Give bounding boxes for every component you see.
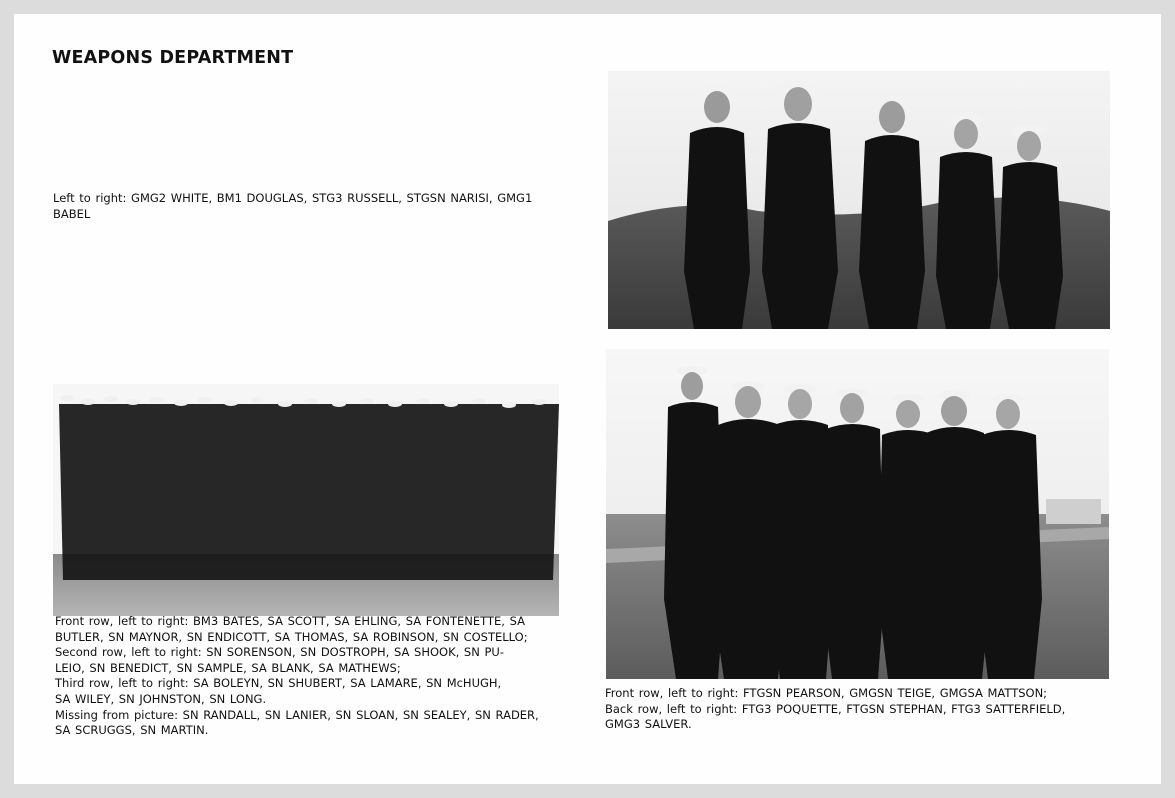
caption-line: LEIO, SN BENEDICT, SN SAMPLE, SA BLANK, SA MATHEWS; <box>55 660 401 675</box>
page-title: WEAPONS DEPARTMENT <box>52 48 294 68</box>
photo-five-sailors <box>608 71 1110 329</box>
caption-line: Second row, left to right: SN SORENSON, SN DOSTROPH, SA SHOOK, SN PU- <box>55 645 504 660</box>
caption-line: Front row, left to right: FTGSN PEARSON, GMGSN TEIGE, GMGSA MATTSON; <box>605 686 1048 700</box>
caption-line: Back row, left to right: FTG3 POQUETTE, FTGSN STEPHAN, FTG3 SATTERFIELD, <box>605 701 1066 716</box>
caption-line: Third row, left to right: SA BOLEYN, SN SHUBERT, SA LAMARE, SN McHUGH, <box>55 676 502 691</box>
caption-line: BUTLER, SN MAYNOR, SN ENDICOTT, SA THOMAS, SA ROBINSON, SN COSTELLO; <box>55 629 528 644</box>
caption-line: SA SCRUGGS, SN MARTIN. <box>55 723 209 738</box>
photo-department-formation <box>53 384 559 616</box>
caption-line: Front row, left to right: BM3 BATES, SA SCOTT, SA EHLING, SA FONTENETTE, SA <box>55 614 525 628</box>
yearbook-page <box>14 14 1161 784</box>
caption-photo-five-sailors <box>53 191 573 222</box>
caption-photo-department-formation <box>55 614 577 739</box>
caption-line: SA WILEY, SN JOHNSTON, SN LONG. <box>55 691 267 706</box>
photo-seven-sailors-image <box>606 349 1109 679</box>
caption-line: Left to right: GMG2 WHITE, BM1 DOUGLAS, STG3 RUSSELL, STGSN NARISI, GMG1 <box>53 191 533 205</box>
caption-line: GMG3 SALVER. <box>605 717 692 732</box>
caption-line: Missing from picture: SN RANDALL, SN LANIER, SN SLOAN, SN SEALEY, SN RADER, <box>55 707 539 722</box>
caption-photo-seven-sailors <box>605 686 1125 733</box>
photo-five-sailors-image <box>608 71 1110 329</box>
photo-seven-sailors <box>606 349 1109 679</box>
photo-department-formation-image <box>53 384 559 616</box>
caption-line: BABEL <box>53 206 91 221</box>
